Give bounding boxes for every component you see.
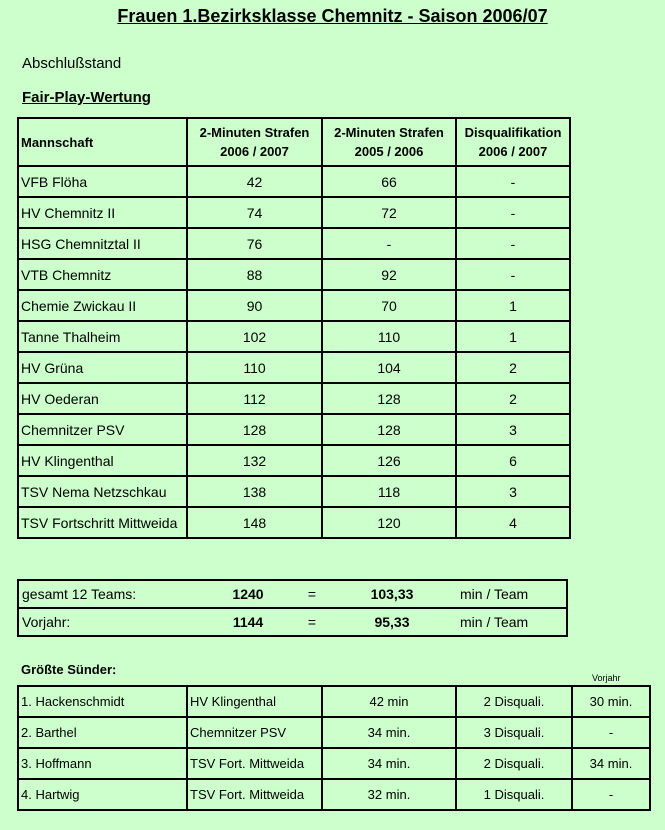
penalties-0506-cell: 128 [322, 414, 456, 445]
disqualification-cell: - [456, 166, 570, 197]
penalties-0506-cell: 128 [322, 383, 456, 414]
section-title: Fair-Play-Wertung [22, 89, 151, 106]
team-cell: Chemnitzer PSV [18, 414, 187, 445]
totals-table [17, 579, 568, 637]
totals-previous-label: Vorjahr: [22, 614, 71, 630]
disqualification-cell: 2 [456, 383, 570, 414]
penalties-0607-cell: 76 [187, 228, 322, 259]
table-row [18, 290, 570, 321]
team-cell: VTB Chemnitz [18, 259, 187, 290]
team-cell: Chemie Zwickau II [18, 290, 187, 321]
table-row [18, 352, 570, 383]
disqualification-cell: 1 [456, 290, 570, 321]
penalties-0607-cell: 128 [187, 414, 322, 445]
totals-current-equals: = [280, 580, 344, 608]
fairplay-header-row [18, 118, 570, 166]
disqualifications-cell: 2 Disquali. [456, 686, 572, 717]
penalties-0607-cell: 90 [187, 290, 322, 321]
team-cell: TSV Nema Netzschkau [18, 476, 187, 507]
penalties-0506-cell: 72 [322, 197, 456, 228]
disqualifications-cell: 3 Disquali. [456, 717, 572, 748]
disqualification-cell: - [456, 197, 570, 228]
player-team-cell: Chemnitzer PSV [187, 717, 322, 748]
table-row [18, 259, 570, 290]
totals-current-unit: min / Team [440, 580, 567, 608]
minutes-cell: 34 min. [322, 748, 456, 779]
table-row [18, 228, 570, 259]
penalties-0506-cell: 70 [322, 290, 456, 321]
penalties-0506-cell: 92 [322, 259, 456, 290]
penalties-0506-cell: 126 [322, 445, 456, 476]
sinners-vorjahr-label: Vorjahr [592, 673, 621, 683]
disqualification-cell: 2 [456, 352, 570, 383]
totals-previous-value: 1144 [232, 614, 264, 630]
totals-current-average: 103,33 [344, 580, 440, 608]
team-cell: VFB Flöha [18, 166, 187, 197]
penalties-0607-cell: 138 [187, 476, 322, 507]
table-row [18, 445, 570, 476]
penalties-0506-cell: - [322, 228, 456, 259]
sinners-title: Größte Sünder: [21, 662, 117, 677]
table-row [18, 507, 570, 538]
totals-current-row [18, 580, 567, 608]
player-name-cell: 4. Hartwig [18, 779, 187, 810]
team-cell: HV Oederan [18, 383, 187, 414]
table-row [18, 717, 650, 748]
header-penalties-0506: 2-Minuten Strafen 2005 / 2006 [322, 118, 456, 166]
penalties-0607-cell: 102 [187, 321, 322, 352]
team-cell: HSG Chemnitztal II [18, 228, 187, 259]
disqualification-cell: 4 [456, 507, 570, 538]
penalties-0607-cell: 132 [187, 445, 322, 476]
disqualifications-cell: 1 Disquali. [456, 779, 572, 810]
previous-year-cell: - [572, 717, 650, 748]
penalties-0506-cell: 66 [322, 166, 456, 197]
page-title: Frauen 1.Bezirksklasse Chemnitz - Saison 2006/07 [117, 6, 548, 26]
minutes-cell: 32 min. [322, 779, 456, 810]
disqualification-cell: 3 [456, 414, 570, 445]
player-team-cell: TSV Fort. Mittweida [187, 748, 322, 779]
table-row [18, 414, 570, 445]
previous-year-cell: 30 min. [572, 686, 650, 717]
header-disqualification: Disqualifikation 2006 / 2007 [456, 118, 570, 166]
team-cell: Tanne Thalheim [18, 321, 187, 352]
table-row [18, 779, 650, 810]
totals-current-label: gesamt 12 Teams: [18, 580, 216, 608]
penalties-0607-cell: 112 [187, 383, 322, 414]
player-team-cell: HV Klingenthal [187, 686, 322, 717]
penalties-0607-cell: 148 [187, 507, 322, 538]
previous-year-cell: - [572, 779, 650, 810]
disqualification-cell: - [456, 259, 570, 290]
totals-previous-unit: min / Team [460, 614, 529, 630]
table-row [18, 686, 650, 717]
totals-previous-equals: = [307, 614, 317, 630]
team-cell: TSV Fortschritt Mittweida [18, 507, 187, 538]
team-cell: HV Klingenthal [18, 445, 187, 476]
subtitle: Abschlußstand [22, 55, 122, 72]
team-cell: HV Grüna [18, 352, 187, 383]
totals-current-value: 1240 [216, 580, 280, 608]
disqualifications-cell: 2 Disquali. [456, 748, 572, 779]
player-name-cell: 2. Barthel [18, 717, 187, 748]
disqualification-cell: 1 [456, 321, 570, 352]
penalties-0607-cell: 74 [187, 197, 322, 228]
minutes-cell: 42 min [322, 686, 456, 717]
penalties-0506-cell: 118 [322, 476, 456, 507]
table-row [18, 476, 570, 507]
totals-previous-row [18, 608, 567, 636]
player-name-cell: 1. Hackenschmidt [18, 686, 187, 717]
disqualification-cell: 3 [456, 476, 570, 507]
sinners-table [17, 685, 651, 811]
table-row [18, 383, 570, 414]
table-row [18, 748, 650, 779]
penalties-0506-cell: 104 [322, 352, 456, 383]
fairplay-table [17, 117, 571, 539]
penalties-0607-cell: 42 [187, 166, 322, 197]
table-row [18, 197, 570, 228]
table-row [18, 166, 570, 197]
penalties-0607-cell: 88 [187, 259, 322, 290]
header-penalties-0607: 2-Minuten Strafen 2006 / 2007 [187, 118, 322, 166]
team-cell: HV Chemnitz II [18, 197, 187, 228]
table-row [18, 321, 570, 352]
player-team-cell: TSV Fort. Mittweida [187, 779, 322, 810]
penalties-0506-cell: 110 [322, 321, 456, 352]
header-team: Mannschaft [18, 118, 187, 166]
penalties-0506-cell: 120 [322, 507, 456, 538]
player-name-cell: 3. Hoffmann [18, 748, 187, 779]
disqualification-cell: 6 [456, 445, 570, 476]
penalties-0607-cell: 110 [187, 352, 322, 383]
disqualification-cell: - [456, 228, 570, 259]
minutes-cell: 34 min. [322, 717, 456, 748]
previous-year-cell: 34 min. [572, 748, 650, 779]
totals-previous-average: 95,33 [374, 614, 410, 630]
